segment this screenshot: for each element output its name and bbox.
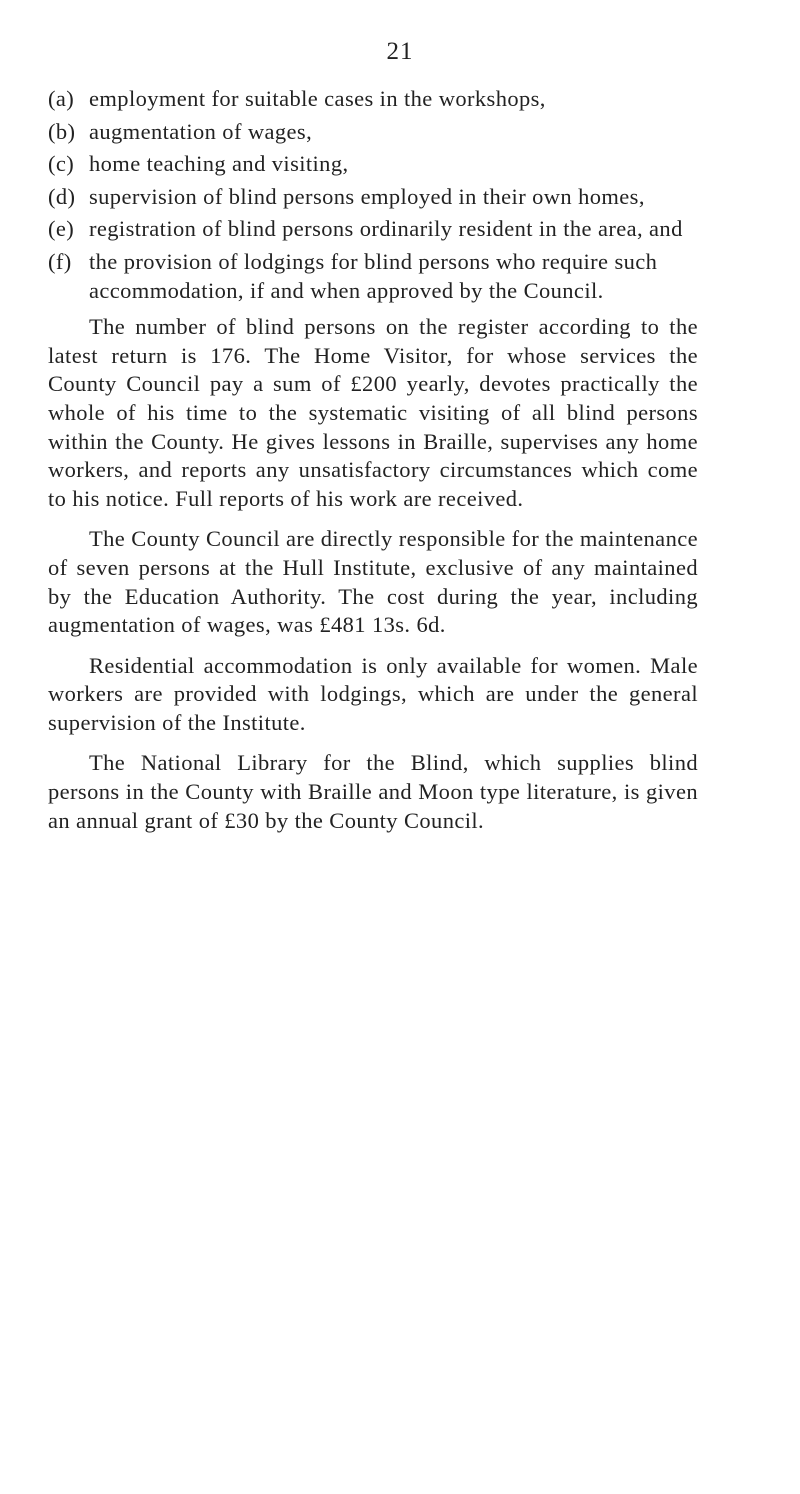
list-item <box>48 85 698 114</box>
list-item <box>48 150 698 179</box>
list-item <box>48 248 698 305</box>
list-item <box>48 118 698 147</box>
list-item-text: the provision of lodgings for blind persons who require such accommodation, if and when approved by the Council. <box>89 248 658 303</box>
list-item-text: registration of blind persons ordinarily resident in the area, and <box>89 216 683 242</box>
list-item-marker: (d) <box>48 183 76 209</box>
list-item-marker: (f) <box>48 248 72 274</box>
list-item-marker: (e) <box>48 216 75 242</box>
list-item <box>48 183 698 212</box>
page-body <box>48 85 698 835</box>
provisions-list <box>48 85 698 305</box>
list-item <box>48 215 698 244</box>
list-item-marker: (b) <box>48 118 76 144</box>
paragraph-accommodation: Residential accommodation is only available for women. Male workers are provided with lodgings, which are under the general supervision of the Institute. <box>48 652 698 735</box>
list-item-text: augmentation of wages, <box>89 118 313 144</box>
list-item-text: supervision of blind persons employed in their own homes, <box>89 183 645 209</box>
paragraph-national-library: The National Library for the Blind, which supplies blind persons in the County with Braille and Moon type literature, is given an annual grant of £30 by the County Council. <box>48 750 698 833</box>
paragraph-register: The number of blind persons on the register according to the latest return is 176. The Home Visitor, for whose services the County Council pay a sum of £200 yearly, devotes practically the whole of his time to the systematic visiting of all blind persons within the County. He gives lessons in Braille, supervises any home workers, and reports any unsatisfactory circumstances which come to his notice. Full reports of his work are received. <box>48 314 698 511</box>
list-item-text: home teaching and visiting, <box>89 151 349 177</box>
list-item-marker: (c) <box>48 151 75 177</box>
list-item-text: employment for suitable cases in the workshops, <box>89 86 546 111</box>
list-item-marker: (a) <box>48 86 75 111</box>
page-number: 21 <box>386 38 414 65</box>
paragraph-hull-institute: The County Council are directly responsible for the maintenance of seven persons at the Hull Institute, exclusive of any maintained by the Education Authority. The cost during the year, including augmentation of wages, was £481 13s. 6d. <box>48 526 698 638</box>
